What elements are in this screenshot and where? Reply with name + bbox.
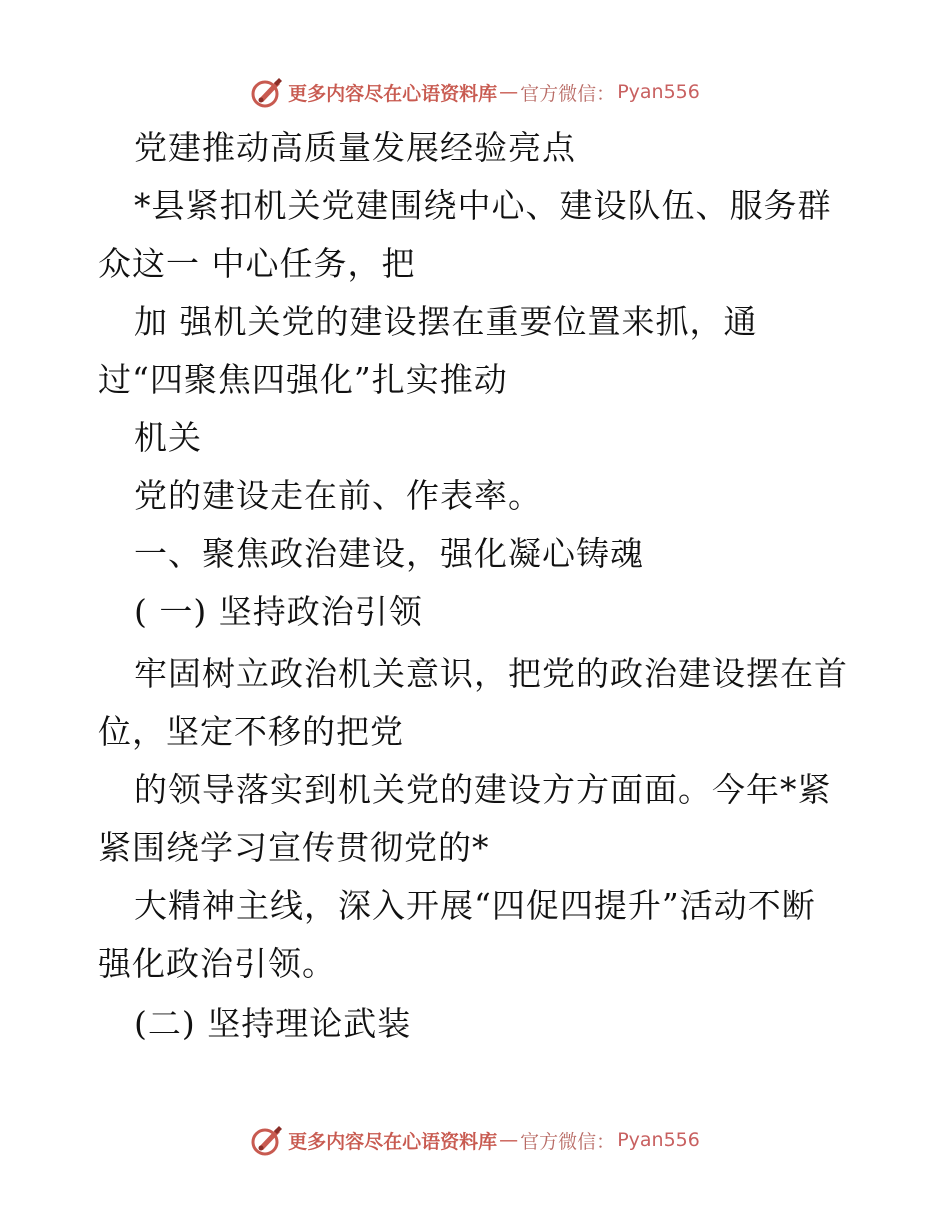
watermark-site-text: 更多内容尽在心语资料库 [288,1130,498,1153]
paragraph-line: 紧围绕学习宣传贯彻党的* [98,828,490,867]
paragraph-line: 牢固树立政治机关意识，把党的政治建设摆在首 [134,654,848,693]
watermark-wechat-label: 官方微信： [520,82,616,105]
footer-watermark [0,1120,950,1160]
section-heading: 一、聚焦政治建设，强化凝心铸魂 [134,534,644,573]
watermark-separator: — [499,1129,519,1151]
paragraph-line: 强化政治引领。 [98,944,336,983]
brush-logo-icon [250,75,284,109]
brush-logo-icon [250,1123,284,1157]
paragraph-line: 众这一 中心任务，把 [98,244,416,283]
watermark-wechat-id: Pyan556 [617,1129,700,1151]
paragraph-line: 过“四聚焦四强化”扎实推动 [98,360,508,399]
paragraph-line: 机关 [134,418,202,457]
watermark-wechat-label: 官方微信： [520,1130,616,1153]
paragraph-line: 的领导落实到机关党的建设方方面面。今年*紧 [134,770,832,809]
subsection-heading: ( 一) 坚持政治引领 [134,592,423,631]
watermark-site-text: 更多内容尽在心语资料库 [288,82,498,105]
paragraph-line: *县紧扣机关党建围绕中心、建设队伍、服务群 [134,186,832,225]
watermark-wechat-id: Pyan556 [617,81,700,103]
header-watermark [0,72,950,112]
document-title: 党建推动高质量发展经验亮点 [134,128,576,167]
paragraph-line: 位，坚定不移的把党 [98,712,404,751]
watermark-separator: — [499,81,519,103]
paragraph-line: 大精神主线，深入开展“四促四提升”活动不断 [134,886,816,925]
subsection-heading: (二) 坚持理论武装 [134,1004,412,1043]
paragraph-line: 加 强机关党的建设摆在重要位置来抓，通 [134,302,758,341]
paragraph-line: 党的建设走在前、作表率。 [134,476,542,515]
